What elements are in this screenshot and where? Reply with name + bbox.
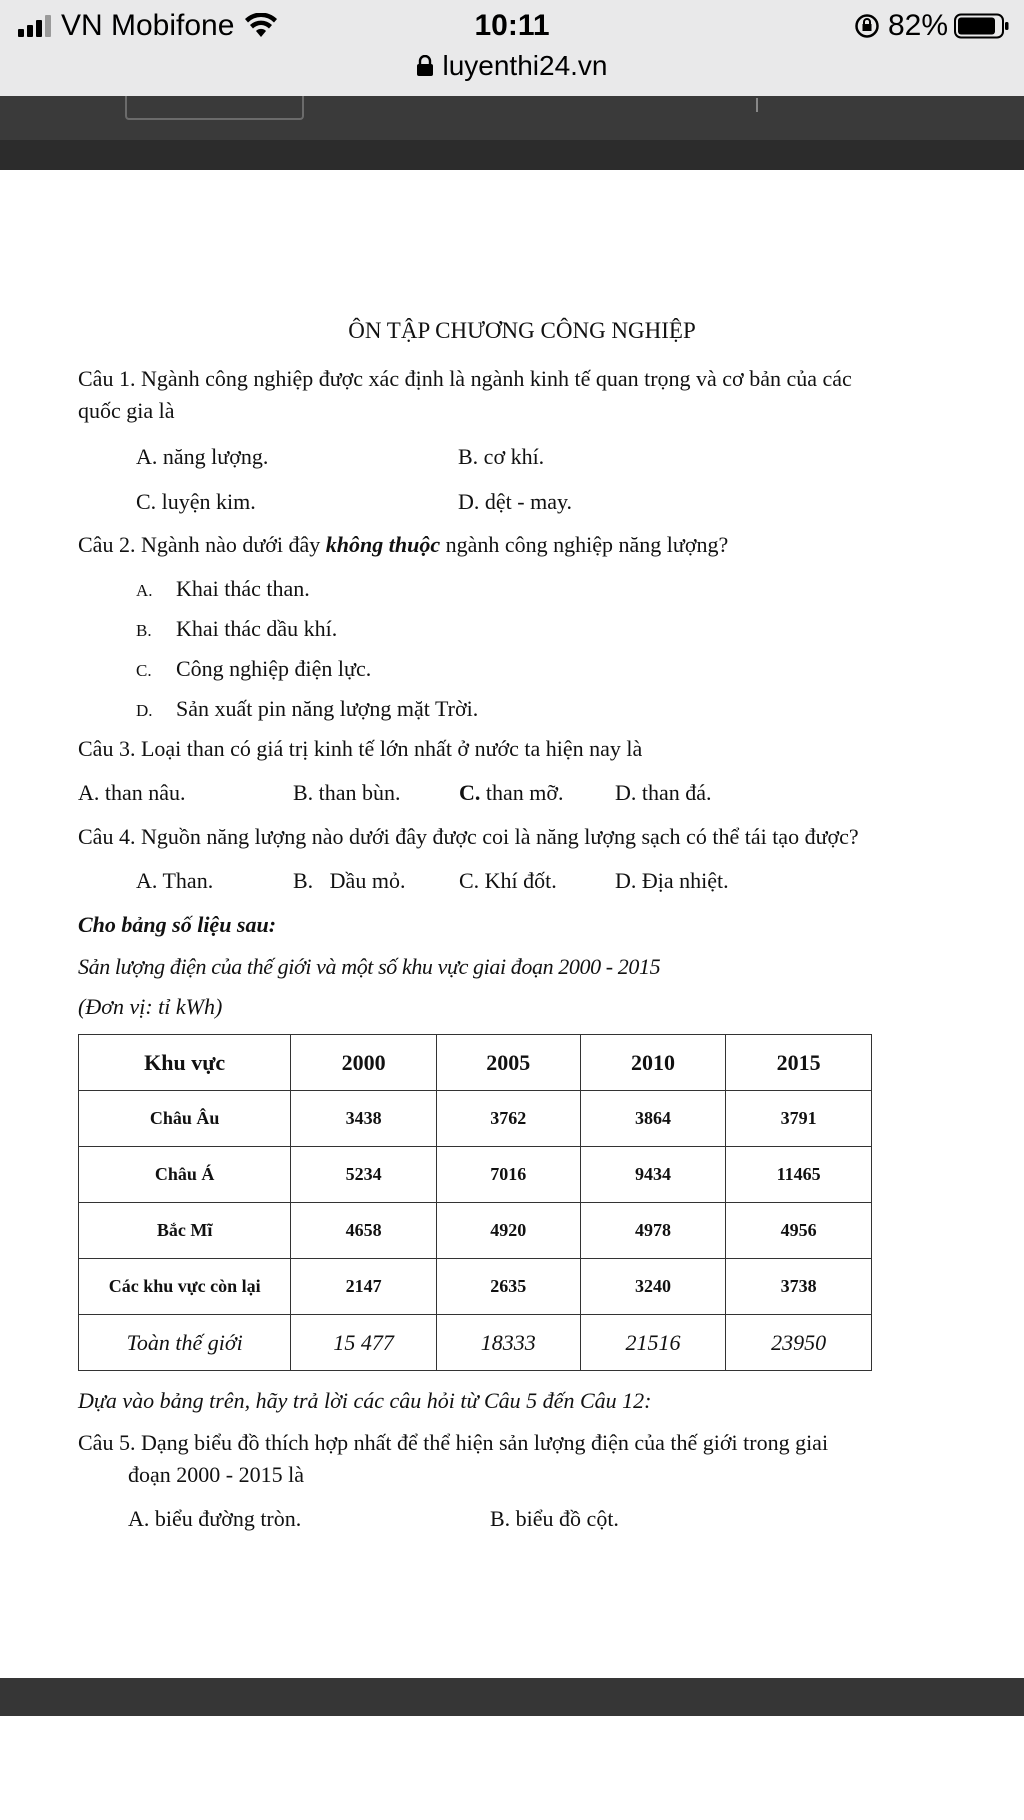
table-cell: 15 477 xyxy=(291,1315,437,1371)
table-caption: Sản lượng điện của thế giới và một số khu vực giai đoạn 2000 - 2015 xyxy=(78,954,661,979)
viewer-bottom-bar xyxy=(0,1678,1024,1716)
table-cell: 4956 xyxy=(726,1203,872,1259)
table-cell: 7016 xyxy=(436,1147,580,1203)
q1-option-b: B. cơ khí. xyxy=(458,444,545,469)
q1-text-line2: quốc gia là xyxy=(78,398,175,423)
q3-option-d: D. than đá. xyxy=(615,780,712,805)
table-cell: 2635 xyxy=(436,1259,580,1315)
q2-text-d: Sản xuất pin năng lượng mặt Trời. xyxy=(176,696,479,721)
address-bar[interactable] xyxy=(0,50,1024,82)
q2-letter-d: D. xyxy=(136,701,153,720)
status-right xyxy=(854,9,1010,43)
toolbar-band xyxy=(0,140,1024,170)
table-cell: 3864 xyxy=(580,1091,726,1147)
q3-option-b: B. than bùn. xyxy=(293,780,401,805)
viewer-toolbar xyxy=(0,96,1024,170)
table-row xyxy=(79,1203,872,1259)
table-cell: 9434 xyxy=(580,1147,726,1203)
table-cell: 3791 xyxy=(726,1091,872,1147)
page-title: ÔN TẬP CHƯƠNG CÔNG NGHIỆP xyxy=(348,318,696,343)
q3-option-c xyxy=(459,780,564,806)
table-cell: Toàn thế giới xyxy=(79,1315,291,1371)
table-cell: 11465 xyxy=(726,1147,872,1203)
q2-text xyxy=(78,532,728,558)
q2-text-a: Khai thác than. xyxy=(176,576,310,601)
table-cell: Các khu vực còn lại xyxy=(79,1259,291,1315)
toolbar-divider xyxy=(756,98,758,112)
q5-option-a: A. biểu đường tròn. xyxy=(128,1506,302,1531)
q4-text: Câu 4. Nguồn năng lượng nào dưới đây được coi là năng lượng sạch có thể tái tạo được? xyxy=(78,824,859,849)
battery-icon xyxy=(954,13,1010,39)
table-cell: Châu Á xyxy=(79,1147,291,1203)
q3-letter-c: C. xyxy=(459,780,481,805)
data-table xyxy=(78,1034,872,1371)
q5-text-line1: Câu 5. Dạng biểu đồ thích hợp nhất để thể hiện sản lượng điện của thế giới trong giai xyxy=(78,1430,829,1455)
table-cell: 4978 xyxy=(580,1203,726,1259)
table-header-cell: 2015 xyxy=(726,1035,872,1091)
q3-text: Câu 3. Loại than có giá trị kinh tế lớn nhất ở nước ta hiện nay là xyxy=(78,736,643,761)
q2-text-pre: Câu 2. Ngành nào dưới đây xyxy=(78,532,326,557)
q2-option-c xyxy=(136,656,371,682)
q2-text-b: Khai thác dầu khí. xyxy=(176,616,338,641)
table-total-row xyxy=(79,1315,872,1371)
table-cell: 4920 xyxy=(436,1203,580,1259)
q2-emphasis: không thuộc xyxy=(325,532,441,557)
status-time: 10:11 xyxy=(474,9,550,42)
table-cell: 3240 xyxy=(580,1259,726,1315)
q2-option-d xyxy=(136,696,478,722)
table-cell: 2147 xyxy=(291,1259,437,1315)
table-cell: 18333 xyxy=(436,1315,580,1371)
q2-option-a xyxy=(136,576,310,602)
table-cell: 4658 xyxy=(291,1203,437,1259)
q3-option-a: A. than nâu. xyxy=(78,780,186,805)
q2-letter-b: B. xyxy=(136,621,152,640)
table-cell: 23950 xyxy=(726,1315,872,1371)
carrier-name: VN Mobifone xyxy=(61,9,235,42)
q5-text-line2: đoạn 2000 - 2015 là xyxy=(128,1462,304,1487)
table-cell: Bắc Mĩ xyxy=(79,1203,291,1259)
q1-option-c: C. luyện kim. xyxy=(136,489,256,514)
table-cell: 5234 xyxy=(291,1147,437,1203)
table-header-cell: Khu vực xyxy=(79,1035,291,1091)
toolbar-tab[interactable] xyxy=(125,96,304,120)
q4-option-c: C. Khí đốt. xyxy=(459,868,557,893)
table-unit: (Đơn vị: tỉ kWh) xyxy=(78,994,223,1019)
table-cell: 21516 xyxy=(580,1315,726,1371)
q2-letter-c: C. xyxy=(136,661,152,680)
q2-letter-a: A. xyxy=(136,581,153,600)
table-cell: 3762 xyxy=(436,1091,580,1147)
q2-text-c: Công nghiệp điện lực. xyxy=(176,656,372,681)
q5-option-b: B. biểu đồ cột. xyxy=(490,1506,619,1531)
q4-option-b: B. Dầu mỏ. xyxy=(293,868,406,893)
q1-option-d: D. dệt - may. xyxy=(458,489,573,514)
q1-text-line1: Câu 1. Ngành công nghiệp được xác định là ngành kinh tế quan trọng và cơ bản của các xyxy=(78,366,852,391)
table-row xyxy=(79,1147,872,1203)
table-cell: Châu Âu xyxy=(79,1091,291,1147)
url-text: luyenthi24.vn xyxy=(442,50,608,81)
table-header-row xyxy=(79,1035,872,1091)
q1-option-a: A. năng lượng. xyxy=(136,444,269,469)
orientation-lock-icon xyxy=(854,13,880,39)
q3-text-c: than mỡ. xyxy=(480,780,564,805)
table-intro: Cho bảng số liệu sau: xyxy=(78,912,277,937)
table-header-cell: 2010 xyxy=(580,1035,726,1091)
status-bar xyxy=(0,0,1024,96)
table-header-cell: 2005 xyxy=(436,1035,580,1091)
table-cell: 3738 xyxy=(726,1259,872,1315)
q4-option-d: D. Địa nhiệt. xyxy=(615,868,729,893)
lock-icon xyxy=(416,55,434,77)
after-table-note: Dựa vào bảng trên, hãy trả lời các câu hỏi từ Câu 5 đến Câu 12: xyxy=(78,1388,652,1413)
q4-option-a: A. Than. xyxy=(136,868,214,893)
table-cell: 3438 xyxy=(291,1091,437,1147)
q2-text-post: ngành công nghiệp năng lượng? xyxy=(440,532,729,557)
table-row xyxy=(79,1091,872,1147)
table-row xyxy=(79,1259,872,1315)
battery-percent: 82% xyxy=(887,9,948,42)
table-header-cell: 2000 xyxy=(291,1035,437,1091)
q2-option-b xyxy=(136,616,337,642)
